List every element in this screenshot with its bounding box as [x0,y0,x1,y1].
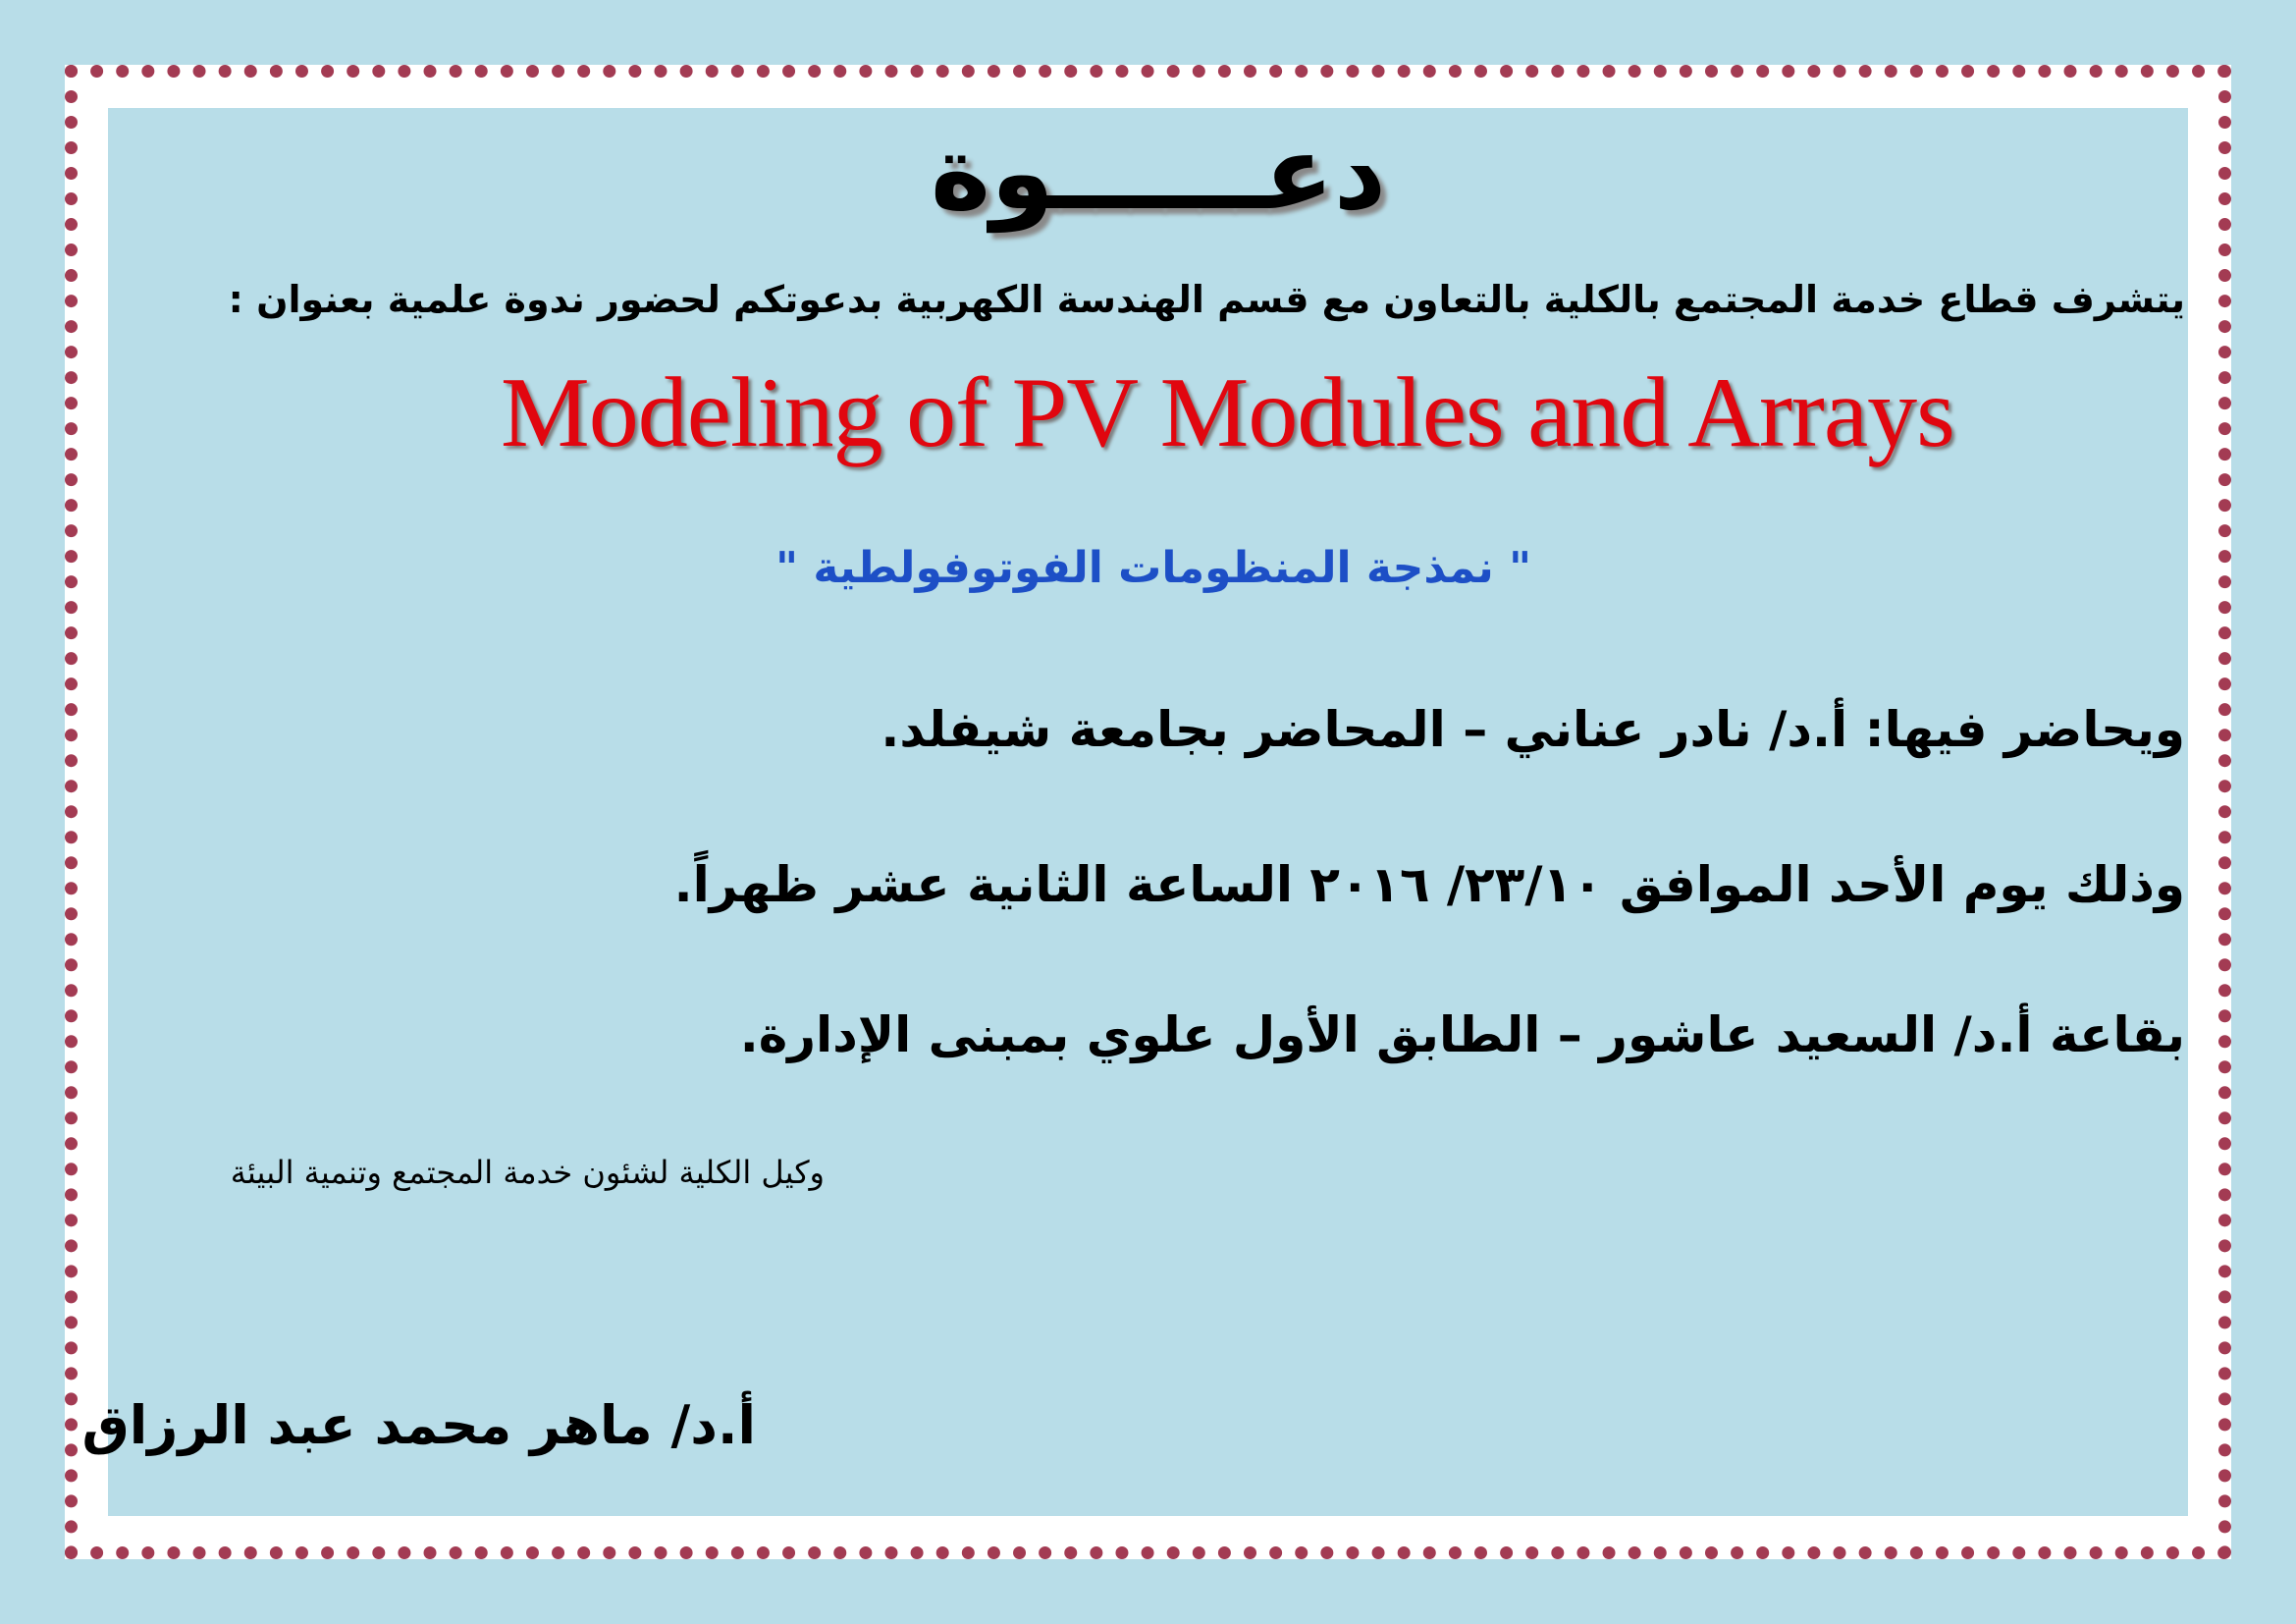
seminar-title-english: Modeling of PV Modules and Arrays [501,357,1954,468]
deputy-title: وكيل الكلية لشئون خدمة المجتمع وتنمية البيئة [230,1154,825,1191]
seminar-title-arabic: " نمذجة المنظومات الفوتوفولطية " [775,543,1531,593]
lecturer-line: ويحاضر فيها: أ.د/ نادر عناني – المحاضر بجامعة شيفلد. [881,701,2185,758]
venue-line: بقاعة أ.د/ السعيد عاشور – الطابق الأول علوي بمبنى الإدارة. [739,1006,2185,1063]
date-time-line: وذلك يوم الأحد الموافق ٢٣/١٠/ ٢٠١٦ الساعة الثانية عشر ظهراً. [673,856,2185,913]
signatory-name: أ.د/ ماهر محمد عبد الرزاق [81,1394,756,1456]
invitation-title: دعــــــوة [930,113,1387,233]
intro-text: يتشرف قطاع خدمة المجتمع بالكلية بالتعاون مع قسم الهندسة الكهربية بدعوتكم لحضور ندوة علمية بعنوان : [228,278,2185,321]
